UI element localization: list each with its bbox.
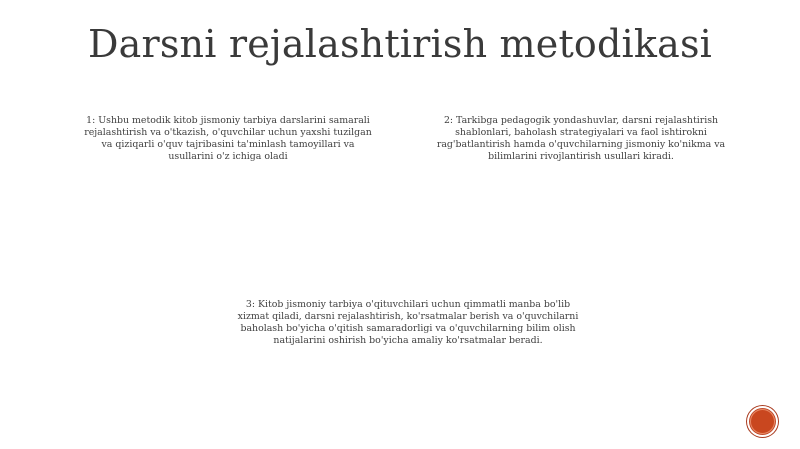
paragraph-1: 1: Ushbu metodik kitob jismoniy tarbiya darslarini samarali rejalashtirish va o'tkazish, o'quvchilar uchun yaxshi tuzilgan va qiziqarli o'quv tajribasini ta'minlash tamoyillari va usullarini o'z ichiga oladi — [84, 115, 372, 162]
paragraph-3: 3: Kitob jismoniy tarbiya o'qituvchilari uchun qimmatli manba bo'lib xizmat qiladi, darsni rejalashtirish, ko'rsatmalar berish va o'quvchilarni baholash bo'yicha o'qitish samaradorligi va o'quvchilarning bilim olish natijalarini oshirish bo'yicha amaliy ko'rsatmalar beradi. — [237, 299, 579, 346]
circle-button-icon — [750, 409, 775, 434]
slide-title: Darsni rejalashtirish metodikasi — [87, 22, 713, 66]
paragraph-2: 2: Tarkibga pedagogik yondashuvlar, darsni rejalashtirish shablonlari, baholash strategiyalari va faol ishtirokni rag'batlantirish hamda o'quvchilarning jismoniy ko'nikma va bilimlarini rivojlantirish usullari kiradi. — [436, 115, 726, 162]
next-slide-button[interactable] — [747, 406, 778, 437]
